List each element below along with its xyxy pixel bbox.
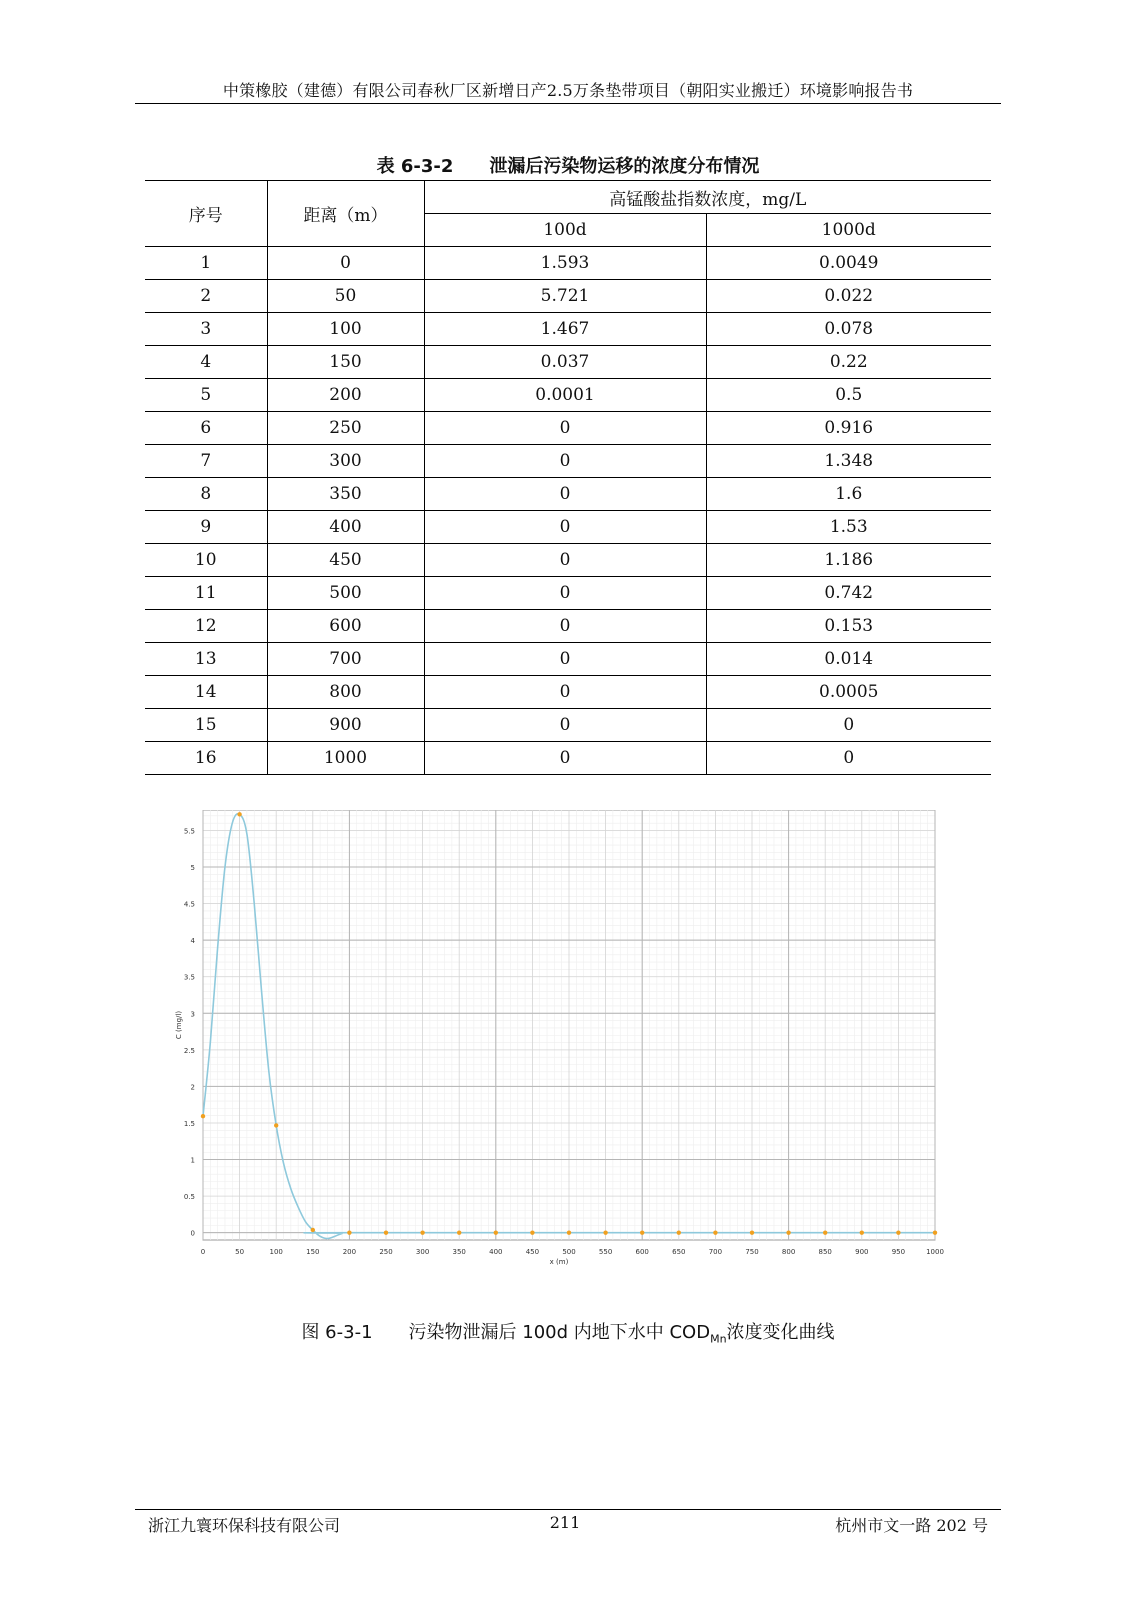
concentration-table bbox=[145, 180, 991, 775]
table-row bbox=[145, 478, 991, 511]
cell-1000d: 1.348 bbox=[706, 445, 991, 478]
cell-index: 16 bbox=[145, 742, 267, 775]
cell-distance: 100 bbox=[267, 313, 424, 346]
cell-1000d: 0 bbox=[706, 709, 991, 742]
cell-1000d: 0.22 bbox=[706, 346, 991, 379]
cell-100d: 1.467 bbox=[424, 313, 706, 346]
cell-index: 9 bbox=[145, 511, 267, 544]
data-point bbox=[603, 1230, 607, 1234]
table-title: 表 6-3-2 泄漏后污染物运移的浓度分布情况 bbox=[376, 156, 760, 177]
cell-index: 11 bbox=[145, 577, 267, 610]
y-tick-label: 5.5 bbox=[183, 827, 195, 836]
table-row bbox=[145, 511, 991, 544]
y-tick-label: 1.5 bbox=[183, 1119, 195, 1128]
cell-distance: 450 bbox=[267, 544, 424, 577]
table-row bbox=[145, 280, 991, 313]
col-header-1000d: 1000d bbox=[706, 214, 991, 247]
cell-index: 6 bbox=[145, 412, 267, 445]
table-row bbox=[145, 577, 991, 610]
page-header: 中策橡胶（建德）有限公司春秋厂区新增日产2.5万条垫带项目（朝阳实业搬迁）环境影响报告书 bbox=[222, 81, 914, 100]
cell-distance: 0 bbox=[267, 247, 424, 280]
table-row bbox=[145, 247, 991, 280]
cell-index: 14 bbox=[145, 676, 267, 709]
y-tick-label: 1 bbox=[190, 1156, 195, 1165]
cell-index: 2 bbox=[145, 280, 267, 313]
cell-100d: 0 bbox=[424, 676, 706, 709]
x-tick-label: 450 bbox=[525, 1248, 540, 1256]
data-point bbox=[677, 1230, 681, 1234]
cell-1000d: 1.53 bbox=[706, 511, 991, 544]
data-point bbox=[750, 1230, 754, 1234]
cell-distance: 1000 bbox=[267, 742, 424, 775]
cell-index: 8 bbox=[145, 478, 267, 511]
data-point bbox=[201, 1114, 205, 1118]
x-tick-label: 500 bbox=[562, 1248, 576, 1256]
cell-index: 13 bbox=[145, 643, 267, 676]
data-point bbox=[311, 1228, 315, 1232]
col-header-group: 高锰酸盐指数浓度，mg/L bbox=[424, 181, 991, 214]
y-tick-label: 4.5 bbox=[183, 900, 195, 909]
col-header-distance: 距离（m） bbox=[267, 181, 424, 247]
cell-1000d: 0.078 bbox=[706, 313, 991, 346]
cell-distance: 600 bbox=[267, 610, 424, 643]
table-row bbox=[145, 313, 991, 346]
data-point bbox=[384, 1230, 388, 1234]
cell-index: 10 bbox=[145, 544, 267, 577]
cell-distance: 700 bbox=[267, 643, 424, 676]
data-point bbox=[457, 1230, 461, 1234]
cell-1000d: 0.742 bbox=[706, 577, 991, 610]
table-row bbox=[145, 346, 991, 379]
cell-1000d: 1.6 bbox=[706, 478, 991, 511]
cell-100d: 0 bbox=[424, 412, 706, 445]
x-tick-label: 200 bbox=[342, 1248, 357, 1256]
data-point bbox=[530, 1230, 534, 1234]
x-tick-label: 400 bbox=[489, 1248, 503, 1256]
table-row bbox=[145, 709, 991, 742]
y-tick-label: 0 bbox=[190, 1229, 195, 1238]
page-number: 211 bbox=[549, 1513, 581, 1532]
data-point bbox=[933, 1230, 937, 1234]
data-point bbox=[860, 1230, 864, 1234]
x-tick-label: 900 bbox=[855, 1248, 869, 1256]
data-point bbox=[786, 1230, 790, 1234]
y-tick-label: 4 bbox=[190, 937, 195, 946]
data-point bbox=[640, 1230, 644, 1234]
x-tick-label: 300 bbox=[415, 1248, 430, 1256]
x-tick-label: 950 bbox=[891, 1248, 906, 1256]
col-header-100d: 100d bbox=[424, 214, 706, 247]
data-point bbox=[567, 1230, 571, 1234]
table-row bbox=[145, 379, 991, 412]
cell-index: 1 bbox=[145, 247, 267, 280]
y-tick-label: 5 bbox=[190, 864, 195, 873]
cell-index: 12 bbox=[145, 610, 267, 643]
figure-caption-sub: Mn bbox=[710, 1332, 727, 1346]
x-tick-label: 100 bbox=[269, 1248, 283, 1256]
x-tick-label: 1000 bbox=[926, 1248, 944, 1256]
table-row bbox=[145, 676, 991, 709]
cell-distance: 300 bbox=[267, 445, 424, 478]
cell-1000d: 0 bbox=[706, 742, 991, 775]
data-point bbox=[494, 1230, 498, 1234]
figure-caption bbox=[145, 1318, 991, 1346]
y-tick-label: 0.5 bbox=[183, 1193, 195, 1202]
cell-distance: 150 bbox=[267, 346, 424, 379]
cell-100d: 0 bbox=[424, 610, 706, 643]
cell-distance: 900 bbox=[267, 709, 424, 742]
data-point bbox=[420, 1230, 424, 1234]
cell-index: 15 bbox=[145, 709, 267, 742]
col-header-index: 序号 bbox=[145, 181, 267, 247]
cell-index: 3 bbox=[145, 313, 267, 346]
cell-distance: 350 bbox=[267, 478, 424, 511]
cell-distance: 400 bbox=[267, 511, 424, 544]
data-point bbox=[823, 1230, 827, 1234]
cell-1000d: 1.186 bbox=[706, 544, 991, 577]
cell-distance: 50 bbox=[267, 280, 424, 313]
figure-caption-tail: 浓度变化曲线 bbox=[726, 1322, 835, 1343]
table-row bbox=[145, 643, 991, 676]
table-row bbox=[145, 544, 991, 577]
cell-1000d: 0.916 bbox=[706, 412, 991, 445]
x-tick-label: 800 bbox=[781, 1248, 796, 1256]
cell-distance: 800 bbox=[267, 676, 424, 709]
cell-1000d: 0.014 bbox=[706, 643, 991, 676]
cell-distance: 200 bbox=[267, 379, 424, 412]
cell-100d: 0.0001 bbox=[424, 379, 706, 412]
table-row bbox=[145, 610, 991, 643]
cell-distance: 250 bbox=[267, 412, 424, 445]
x-tick-label: 850 bbox=[818, 1248, 832, 1256]
cell-1000d: 0.022 bbox=[706, 280, 991, 313]
cell-100d: 0 bbox=[424, 478, 706, 511]
cell-distance: 500 bbox=[267, 577, 424, 610]
x-tick-label: 250 bbox=[379, 1248, 393, 1256]
table-row bbox=[145, 412, 991, 445]
table-row bbox=[145, 742, 991, 775]
cell-100d: 1.593 bbox=[424, 247, 706, 280]
x-tick-label: 50 bbox=[235, 1248, 245, 1256]
cell-100d: 0 bbox=[424, 742, 706, 775]
cell-index: 5 bbox=[145, 379, 267, 412]
cell-1000d: 0.5 bbox=[706, 379, 991, 412]
header-rule bbox=[135, 103, 1001, 104]
y-tick-label: 2.5 bbox=[183, 1046, 195, 1055]
cell-100d: 0 bbox=[424, 445, 706, 478]
footer-company: 浙江九寰环保科技有限公司 bbox=[148, 1516, 341, 1535]
cell-100d: 0 bbox=[424, 643, 706, 676]
data-point bbox=[347, 1230, 351, 1234]
x-tick-label: 650 bbox=[672, 1248, 686, 1256]
data-point bbox=[274, 1123, 278, 1127]
y-tick-label: 3 bbox=[190, 1010, 195, 1019]
figure-caption-main: 图 6-3-1 污染物泄漏后 100d 内地下水中 COD bbox=[301, 1322, 711, 1343]
concentration-chart bbox=[175, 810, 945, 1280]
y-tick-label: 3.5 bbox=[183, 973, 195, 982]
cell-100d: 0.037 bbox=[424, 346, 706, 379]
cell-100d: 0 bbox=[424, 709, 706, 742]
data-point bbox=[896, 1230, 900, 1234]
cell-100d: 0 bbox=[424, 544, 706, 577]
cell-index: 7 bbox=[145, 445, 267, 478]
cell-index: 4 bbox=[145, 346, 267, 379]
x-tick-label: 750 bbox=[745, 1248, 759, 1256]
x-tick-label: 150 bbox=[306, 1248, 320, 1256]
data-point bbox=[237, 812, 241, 816]
table-row bbox=[145, 445, 991, 478]
cell-100d: 5.721 bbox=[424, 280, 706, 313]
cell-1000d: 0.0049 bbox=[706, 247, 991, 280]
data-point bbox=[713, 1230, 717, 1234]
footer-rule bbox=[135, 1509, 1001, 1510]
cell-100d: 0 bbox=[424, 577, 706, 610]
x-tick-label: 600 bbox=[635, 1248, 649, 1256]
footer-address: 杭州市文一路 202 号 bbox=[835, 1516, 988, 1535]
x-tick-label: 0 bbox=[200, 1248, 206, 1256]
x-tick-label: 700 bbox=[708, 1248, 723, 1256]
cell-1000d: 0.153 bbox=[706, 610, 991, 643]
x-axis-label: x (m) bbox=[549, 1258, 569, 1266]
y-tick-label: 2 bbox=[190, 1083, 195, 1092]
y-axis-label: C (mg/l) bbox=[175, 1010, 183, 1040]
cell-1000d: 0.0005 bbox=[706, 676, 991, 709]
cell-100d: 0 bbox=[424, 511, 706, 544]
x-tick-label: 350 bbox=[452, 1248, 466, 1256]
x-tick-label: 550 bbox=[598, 1248, 613, 1256]
